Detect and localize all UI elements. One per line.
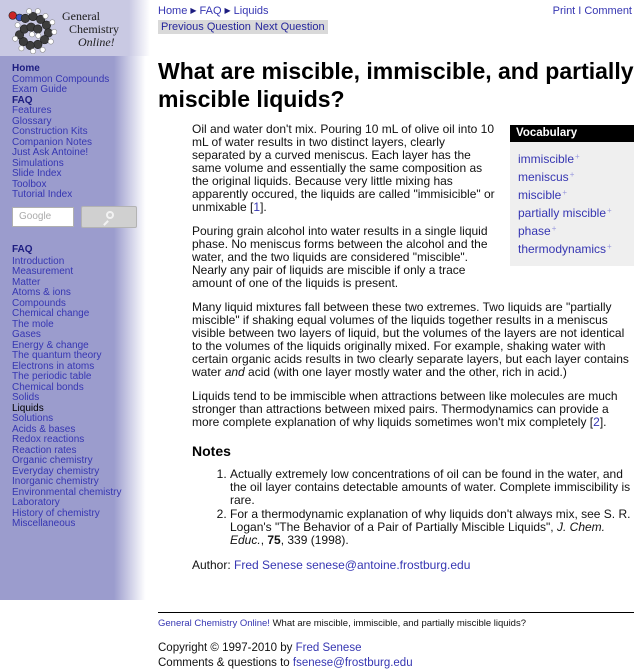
paragraph-partially-miscible [192, 301, 634, 379]
sidebar-faq-chemical-bonds[interactable]: Chemical bonds [12, 383, 150, 394]
paragraph-thermodynamics [192, 390, 634, 429]
paragraph-text: Liquids tend to be immiscible when attractions between like molecules are much stronger than attractions between mixed pairs. Thermodynamics can provide a more complete explanation of why liquids sometimes won't mix completely [ [192, 389, 618, 429]
footer-site-line [158, 618, 634, 629]
sidebar-faq-periodic-table[interactable]: The periodic table [12, 372, 150, 383]
breadcrumb [158, 5, 269, 17]
sidebar-faq-chemical-change[interactable]: Chemical change [12, 309, 150, 320]
top-bar [158, 0, 634, 17]
pronounce-icon[interactable]: + [570, 170, 575, 179]
search-icon [106, 211, 114, 219]
sidebar-item-tutorial-index[interactable]: Tutorial Index [12, 190, 150, 201]
pronounce-icon[interactable]: + [575, 152, 580, 161]
sidebar-faq-miscellaneous[interactable]: Miscellaneous [12, 519, 150, 530]
vocab-link-thermodynamics[interactable] [518, 239, 628, 257]
sidebar-item-construction-kits[interactable]: Construction Kits [12, 127, 150, 138]
question-nav [158, 20, 328, 34]
copyright-line [158, 641, 634, 656]
article-body [192, 123, 634, 572]
sidebar-item-simulations[interactable]: Simulations [12, 159, 150, 170]
footer-site-link[interactable]: General Chemistry Online! [158, 618, 270, 629]
site-title [62, 10, 119, 49]
sidebar-faq-liquids-current: Liquids [12, 404, 150, 415]
sidebar-item-glossary[interactable]: Glossary [12, 117, 150, 128]
sidebar-faq-laboratory[interactable]: Laboratory [12, 498, 150, 509]
left-column [0, 0, 150, 600]
sidebar-faq-environmental-chemistry[interactable]: Environmental chemistry [12, 488, 150, 499]
note-item-1: 1. Actually extremely low concentrations of oil can be found in the water, and the oil layer contains detectable amounts of water. Complete immiscibility is rare. [230, 468, 634, 507]
sidebar-faq-solids[interactable]: Solids [12, 393, 150, 404]
vocabulary-header: Vocabulary [510, 125, 634, 142]
sidebar [0, 56, 150, 600]
sidebar-item-exam-guide[interactable]: Exam Guide [12, 85, 150, 96]
paragraph-text: Many liquid mixtures fall between these two extremes. Two liquids are "partially miscible" if shaking equal volumes of the liquids together results in a meniscus visible between two layers of liquid, but the volumes of the layers are not identical to the volumes of the liquids originally mixed. For example, shaking water with certain organic acids results in two clearly separate layers, but each layer contains water [192, 300, 629, 379]
vocab-term: meniscus [518, 170, 569, 184]
sidebar-faq-everyday-chemistry[interactable]: Everyday chemistry [12, 467, 150, 478]
sidebar-item-just-ask-antoine[interactable]: Just Ask Antoine! [12, 148, 150, 159]
sidebar-item-common-compounds[interactable]: Common Compounds [12, 75, 150, 86]
sidebar-faq-gases[interactable]: Gases [12, 330, 150, 341]
vocab-term: phase [518, 224, 551, 238]
paragraph-text: ]. [600, 415, 607, 429]
sidebar-item-slide-index[interactable]: Slide Index [12, 169, 150, 180]
italic-and: and [225, 365, 245, 379]
next-question-button[interactable]: Next Question [255, 21, 325, 33]
sidebar-item-faq[interactable]: FAQ [12, 96, 150, 107]
sidebar-item-toolbox[interactable]: Toolbox [12, 180, 150, 191]
site-logo[interactable] [0, 0, 150, 56]
sidebar-faq-reaction-rates[interactable]: Reaction rates [12, 446, 150, 457]
sidebar-faq-the-mole[interactable]: The mole [12, 320, 150, 331]
pronounce-icon[interactable]: + [552, 224, 557, 233]
note-item-2 [230, 508, 634, 547]
previous-question-button[interactable]: Previous Question [161, 21, 251, 33]
notes-heading: Notes [192, 445, 634, 458]
breadcrumb-arrow-icon: ▶ [190, 6, 196, 15]
journal-title: J. Chem. Educ. [230, 520, 605, 547]
site-title-line3: Online! [78, 36, 119, 49]
sidebar-item-home[interactable]: Home [12, 64, 150, 75]
journal-volume: 75 [267, 533, 280, 547]
search-input[interactable] [12, 207, 74, 227]
vocab-term: immiscible [518, 152, 574, 166]
footnote-ref-2[interactable]: 2 [593, 415, 600, 429]
sidebar-faq-redox-reactions[interactable]: Redox reactions [12, 435, 150, 446]
footer-page-ref: What are miscible, immiscible, and partially miscible liquids? [270, 618, 526, 629]
sidebar-faq-inorganic-chemistry[interactable]: Inorganic chemistry [12, 477, 150, 488]
molecule-logo-icon [6, 6, 60, 54]
pronounce-icon[interactable]: + [607, 242, 612, 251]
footer-divider [158, 612, 634, 613]
main-content [158, 0, 634, 670]
paragraph-text: Oil and water don't mix. Pouring 10 mL of olive oil into 10 mL of water results in two distinct layers, clearly separated by a curved meniscus. Each layer has the same volume and essentially the same composition as the original liquids. Because very little mixing has apparently occured, the liquids are called "immisicible" or unmixable [ [192, 122, 495, 214]
vocab-link-miscible[interactable] [518, 185, 628, 203]
comments-email-link[interactable]: fsenese@frostburg.edu [293, 657, 413, 669]
breadcrumb-arrow-icon: ▶ [225, 6, 231, 15]
breadcrumb-liquids[interactable]: Liquids [234, 5, 269, 17]
notes-list [214, 468, 634, 547]
sidebar-faq-quantum-theory[interactable]: The quantum theory [12, 351, 150, 362]
paragraph-grain-alcohol: Pouring grain alcohol into water results in a single liquid phase. No meniscus forms between the alcohol and the water, and the two liquids are considered "miscible". Nearly any pair of liquids are miscible if only a trace amount of one of the liquids is present. [192, 225, 634, 290]
sidebar-faq-solutions[interactable]: Solutions [12, 414, 150, 425]
author-line [192, 559, 634, 572]
copyright-text: Copyright © 1997-2010 by [158, 642, 296, 654]
sidebar-faq-matter[interactable]: Matter [12, 278, 150, 289]
author-email-link[interactable]: Fred Senese senese@antoine.frostburg.edu [234, 558, 470, 572]
paragraph-text: acid (with one layer mostly water and the other, rich in acid.) [245, 365, 567, 379]
sidebar-faq-measurement[interactable]: Measurement [12, 267, 150, 278]
vocab-term: partially miscible [518, 206, 606, 220]
comment-link[interactable]: Comment [584, 5, 632, 17]
breadcrumb-home[interactable]: Home [158, 5, 187, 17]
sidebar-faq-introduction[interactable]: Introduction [12, 257, 150, 268]
copyright-author-link[interactable]: Fred Senese [296, 642, 362, 654]
sidebar-faq-energy-change[interactable]: Energy & change [12, 341, 150, 352]
search-button[interactable] [81, 206, 137, 228]
page-title: What are miscible, immiscible, and partially miscible liquids? [158, 57, 634, 113]
footnote-ref-1[interactable]: 1 [253, 200, 260, 214]
author-label: Author: [192, 558, 234, 572]
sidebar-faq-electrons-in-atoms[interactable]: Electrons in atoms [12, 362, 150, 373]
note-text: For a thermodynamic explanation of why liquids don't always mix, see S. R. Logan's "The Behavior of a Pair of Partially Miscible Liquids", [230, 507, 630, 534]
sidebar-faq-acids-bases[interactable]: Acids & bases [12, 425, 150, 436]
vocabulary-list [510, 142, 634, 266]
note-text: , [261, 533, 268, 547]
vocab-link-immiscible[interactable] [518, 149, 628, 167]
pronounce-icon[interactable]: + [607, 206, 612, 215]
search-bar [12, 206, 150, 228]
page-footer [158, 612, 634, 670]
vocab-link-partially-miscible[interactable] [518, 203, 628, 221]
paragraph-text: ]. [260, 200, 267, 214]
sidebar-faq-compounds[interactable]: Compounds [12, 299, 150, 310]
vocabulary-box [510, 125, 634, 266]
vocab-term: miscible [518, 188, 561, 202]
sidebar-item-companion-notes[interactable]: Companion Notes [12, 138, 150, 149]
print-link[interactable]: Print [553, 5, 576, 17]
vocab-link-meniscus[interactable] [518, 167, 628, 185]
sidebar-faq-organic-chemistry[interactable]: Organic chemistry [12, 456, 150, 467]
comments-line [158, 656, 634, 670]
pronounce-icon[interactable]: + [562, 188, 567, 197]
utility-links-separator: I [578, 5, 581, 17]
sidebar-faq-header: FAQ [12, 244, 33, 255]
utility-links [553, 5, 634, 17]
sidebar-faq-history-of-chemistry[interactable]: History of chemistry [12, 509, 150, 520]
breadcrumb-faq[interactable]: FAQ [200, 5, 222, 17]
site-title-line2: Chemistry [69, 23, 119, 36]
site-title-line1: General [62, 10, 119, 23]
sidebar-item-features[interactable]: Features [12, 106, 150, 117]
sidebar-faq-atoms-ions[interactable]: Atoms & ions [12, 288, 150, 299]
comments-text: Comments & questions to [158, 657, 293, 669]
vocab-term: thermodynamics [518, 242, 606, 256]
vocab-link-phase[interactable] [518, 221, 628, 239]
note-text: , 339 (1998). [281, 533, 349, 547]
